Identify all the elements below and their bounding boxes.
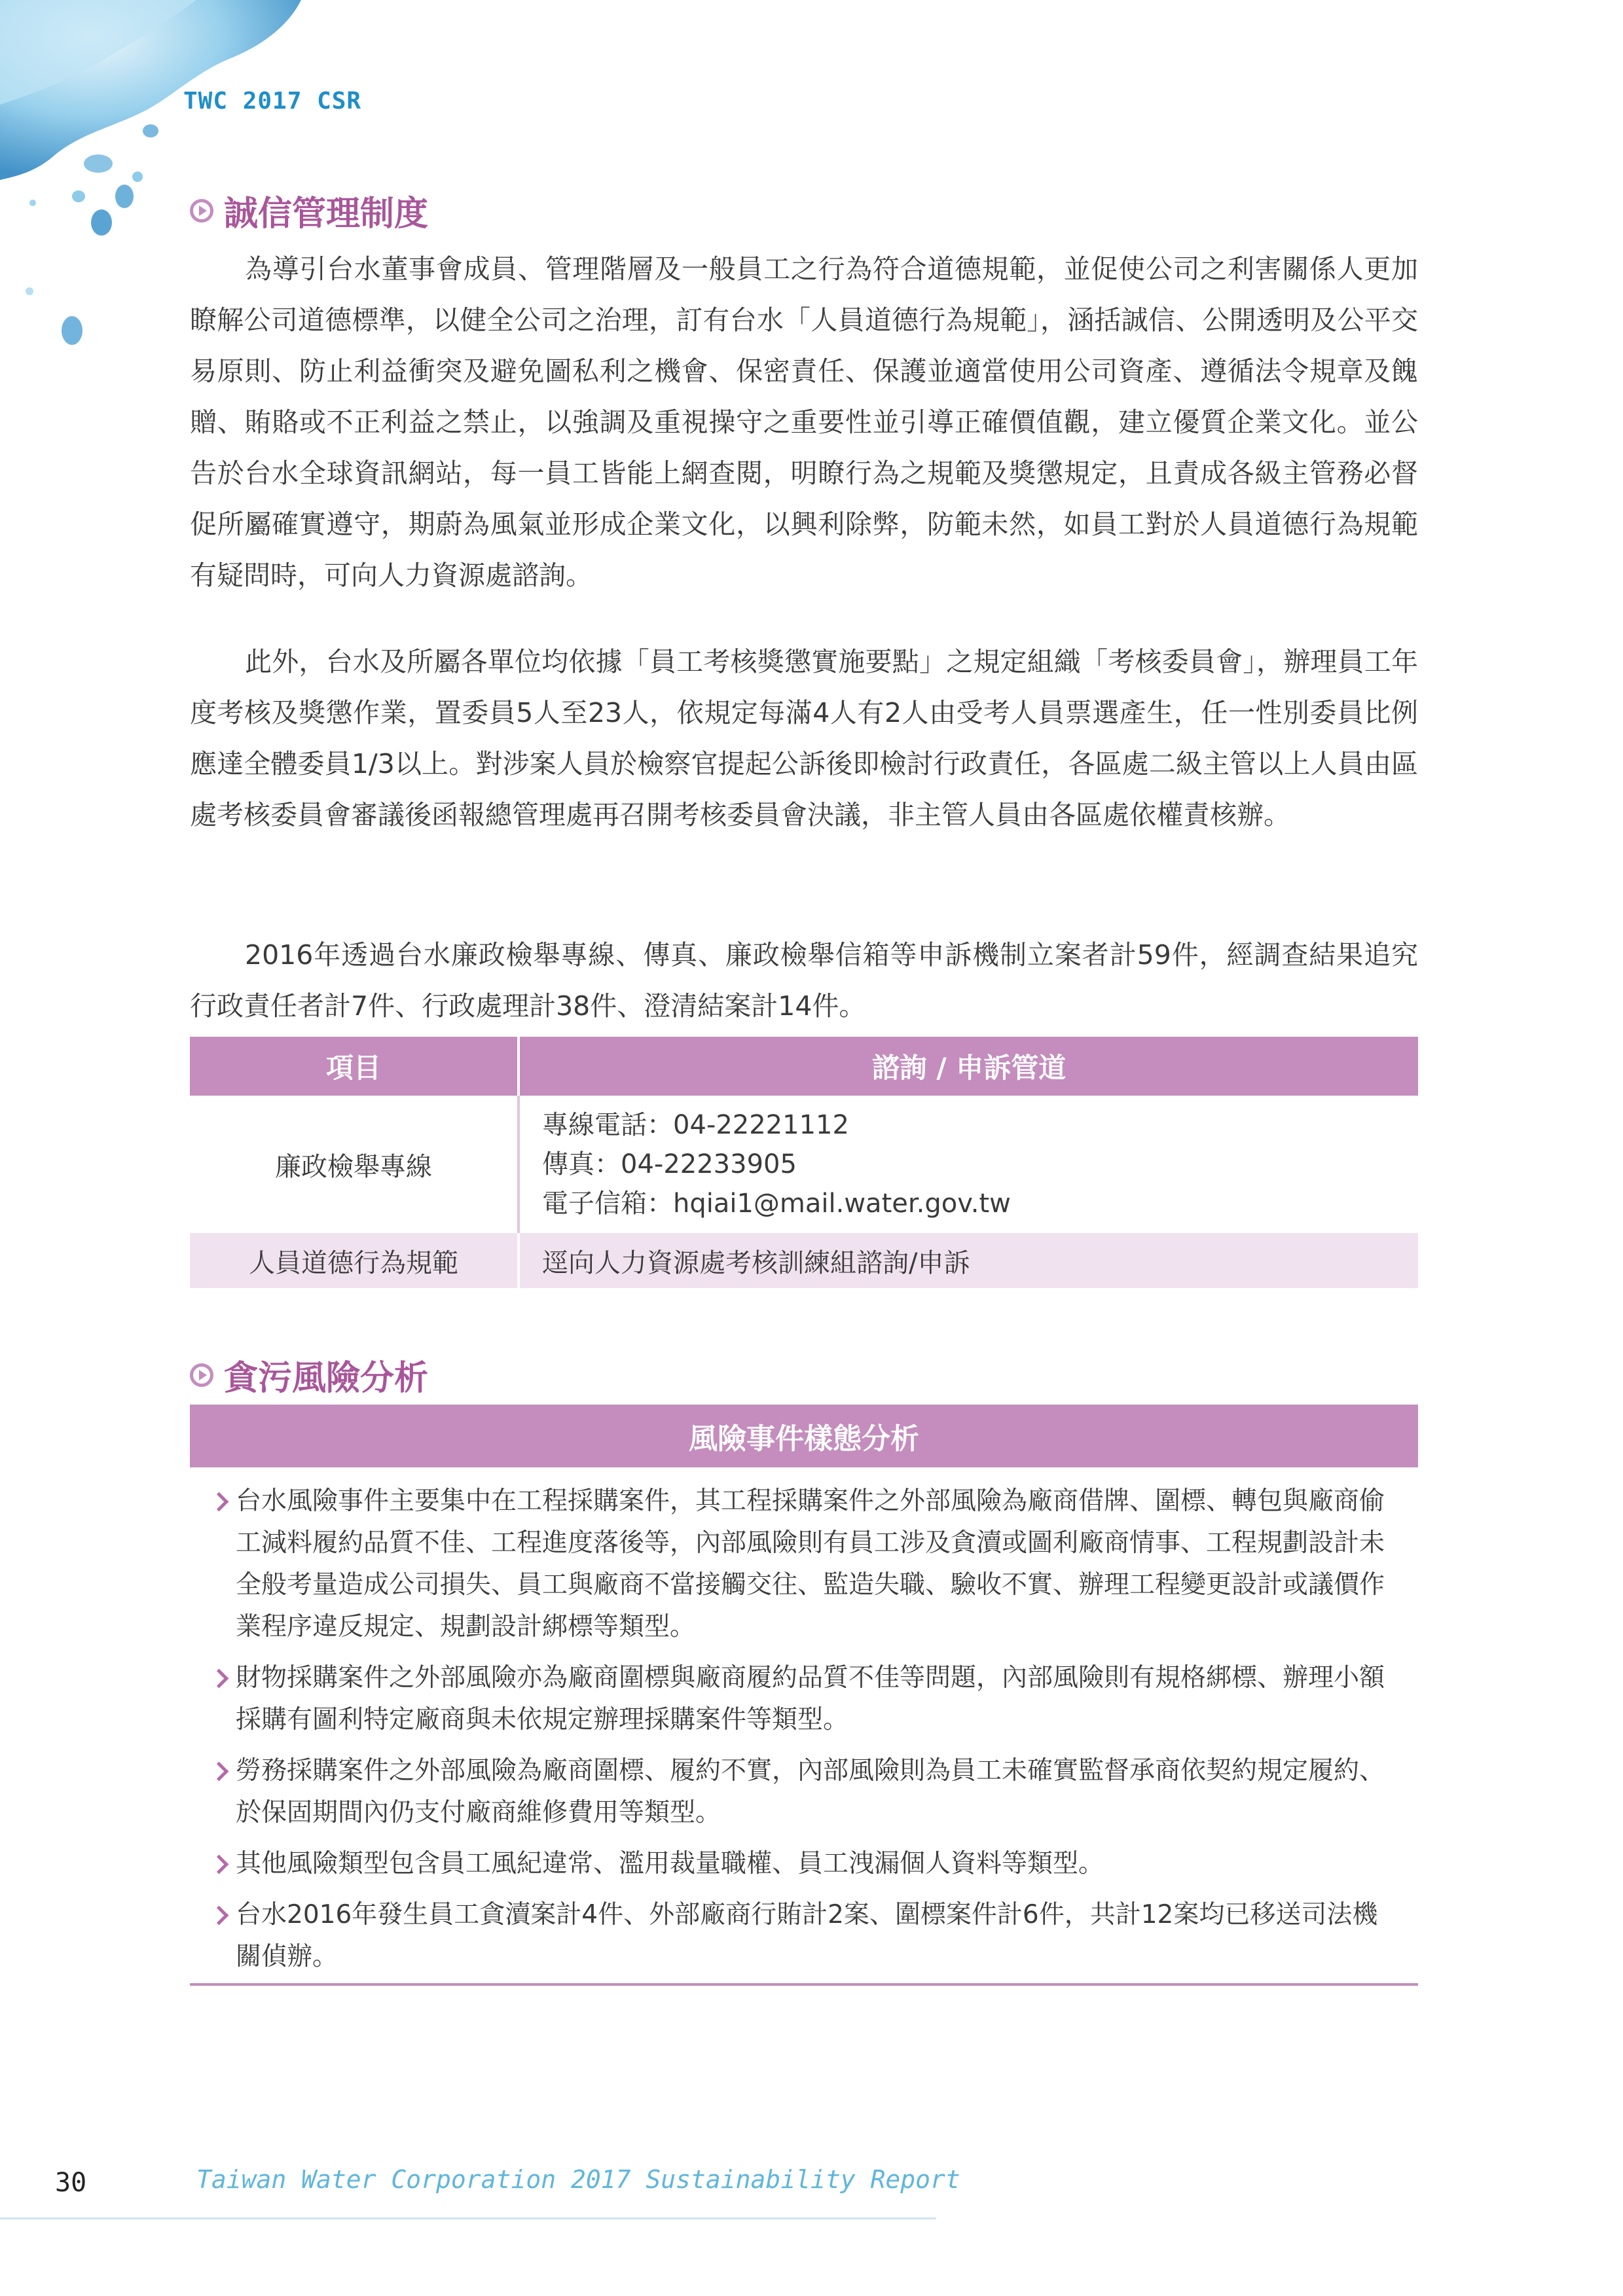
ethics-channel: 逕向人力資源處考核訓練組諮詢/申訴 [542,1247,970,1278]
risk-item-text: 台水風險事件主要集中在工程採購案件，其工程採購案件之外部風險為廠商借牌、圍標、轉包與廠商偷工減料履約品質不佳、工程進度落後等，內部風險則有員工涉及貪瀆或圖利廠商情事、工程規劃設計未全般考量造成公司損失、員工與廠商不當接觸交往、監造失職、驗收不實、辦理工程變更設計或議價作業程序違反規定、規劃設計綁標等類型。 [236,1486,1385,1641]
risk-box-title: 風險事件樣態分析 [190,1405,1418,1467]
risk-item-text: 勞務採購案件之外部風險為廠商圍標、履約不實，內部風險則為員工未確實監督承商依契約規定履約、於保固期間內仍支付廠商維修費用等類型。 [236,1756,1385,1827]
table-cell-channels [519,1233,1418,1288]
play-circle-icon [190,199,213,223]
table-cell-item: 廉政檢舉專線 [190,1096,519,1233]
chevron-right-icon [210,1855,229,1874]
table-header-row [190,1037,1418,1096]
chevron-right-icon [210,1669,229,1689]
risk-item-text: 台水2016年發生員工貪瀆案計4件、外部廠商行賄計2案、圍標案件計6件，共計12案均已移送司法機關偵辦。 [236,1900,1378,1971]
report-header-label: TWC 2017 CSR [183,88,362,115]
integrity-section-heading [190,186,428,235]
table-row [190,1233,1418,1288]
list-item [190,1894,1418,1978]
risk-section-heading [190,1350,428,1399]
risk-list [190,1480,1418,1987]
hotline-phone: 專線電話：04-22221112 [542,1110,849,1140]
footer-divider [0,2217,936,2219]
chevron-right-icon [210,1906,229,1926]
risk-item-text: 財物採購案件之外部風險亦為廠商圍標與廠商履約品質不佳等問題，內部風險則有規格綁標、辦理小額採購有圖利特定廠商與未依規定辦理採購案件等類型。 [236,1663,1385,1734]
chevron-right-icon [210,1492,229,1512]
hotline-email: 電子信箱：hqiai1@mail.water.gov.tw [542,1189,1011,1219]
footer-report-title: Taiwan Water Corporation 2017 Sustainability Report [196,2165,960,2194]
play-circle-icon [190,1363,213,1387]
risk-box-bottom-rule [190,1983,1418,1986]
table-header-channel: 諮詢 / 申訴管道 [519,1037,1418,1096]
list-item [190,1843,1418,1885]
table-row [190,1096,1418,1233]
table-header-item: 項目 [190,1037,519,1096]
hotline-fax: 傳真：04-22233905 [542,1149,797,1179]
table-cell-item: 人員道德行為規範 [190,1233,519,1288]
chevron-right-icon [210,1762,229,1782]
list-item [190,1750,1418,1834]
table-cell-channels [519,1096,1418,1233]
contact-channels-table [190,1037,1418,1288]
integrity-paragraph-2: 此外，台水及所屬各單位均依據「員工考核獎懲實施要點」之規定組織「考核委員會」，辦理員工年度考核及獎懲作業，置委員5人至23人，依規定每滿4人有2人由受考人員票選產生，任一性別委員比例應達全體委員1/3以上。對涉案人員於檢察官提起公訴後即檢討行政責任，各區處二級主管以上人員由區處考核委員會審議後函報總管理處再召開考核委員會決議，非主管人員由各區處依權責核辦。 [190,646,1418,831]
risk-item-text: 其他風險類型包含員工風紀違常、濫用裁量職權、員工洩漏個人資料等類型。 [236,1849,1104,1878]
list-item [190,1657,1418,1741]
list-item [190,1480,1418,1648]
integrity-paragraph-1: 為導引台水董事會成員、管理階層及一般員工之行為符合道德規範，並促使公司之利害關係人更加瞭解公司道德標準，以健全公司之治理，訂有台水「人員道德行為規範」，涵括誠信、公開透明及公平交易原則、防止利益衝突及避免圖私利之機會、保密責任、保護並適當使用公司資產、遵循法令規章及餽贈、賄賂或不正利益之禁止，以強調及重視操守之重要性並引導正確價值觀，建立優質企業文化。並公告於台水全球資訊網站，每一員工皆能上網查閱，明瞭行為之規範及獎懲規定，且責成各級主管務必督促所屬確實遵守，期蔚為風氣並形成企業文化，以興利除弊，防範未然，如員工對於人員道德行為規範有疑問時，可向人力資源處諮詢。 [190,253,1418,591]
risk-heading-text: 貪污風險分析 [224,1359,429,1398]
integrity-paragraph-3: 2016年透過台水廉政檢舉專線、傳真、廉政檢舉信箱等申訴機制立案者計59件，經調查結果追究行政責任者計7件、行政處理計38件、澄清結案計14件。 [190,939,1418,1022]
integrity-heading-text: 誠信管理制度 [224,194,429,234]
page-number: 30 [55,2168,87,2198]
